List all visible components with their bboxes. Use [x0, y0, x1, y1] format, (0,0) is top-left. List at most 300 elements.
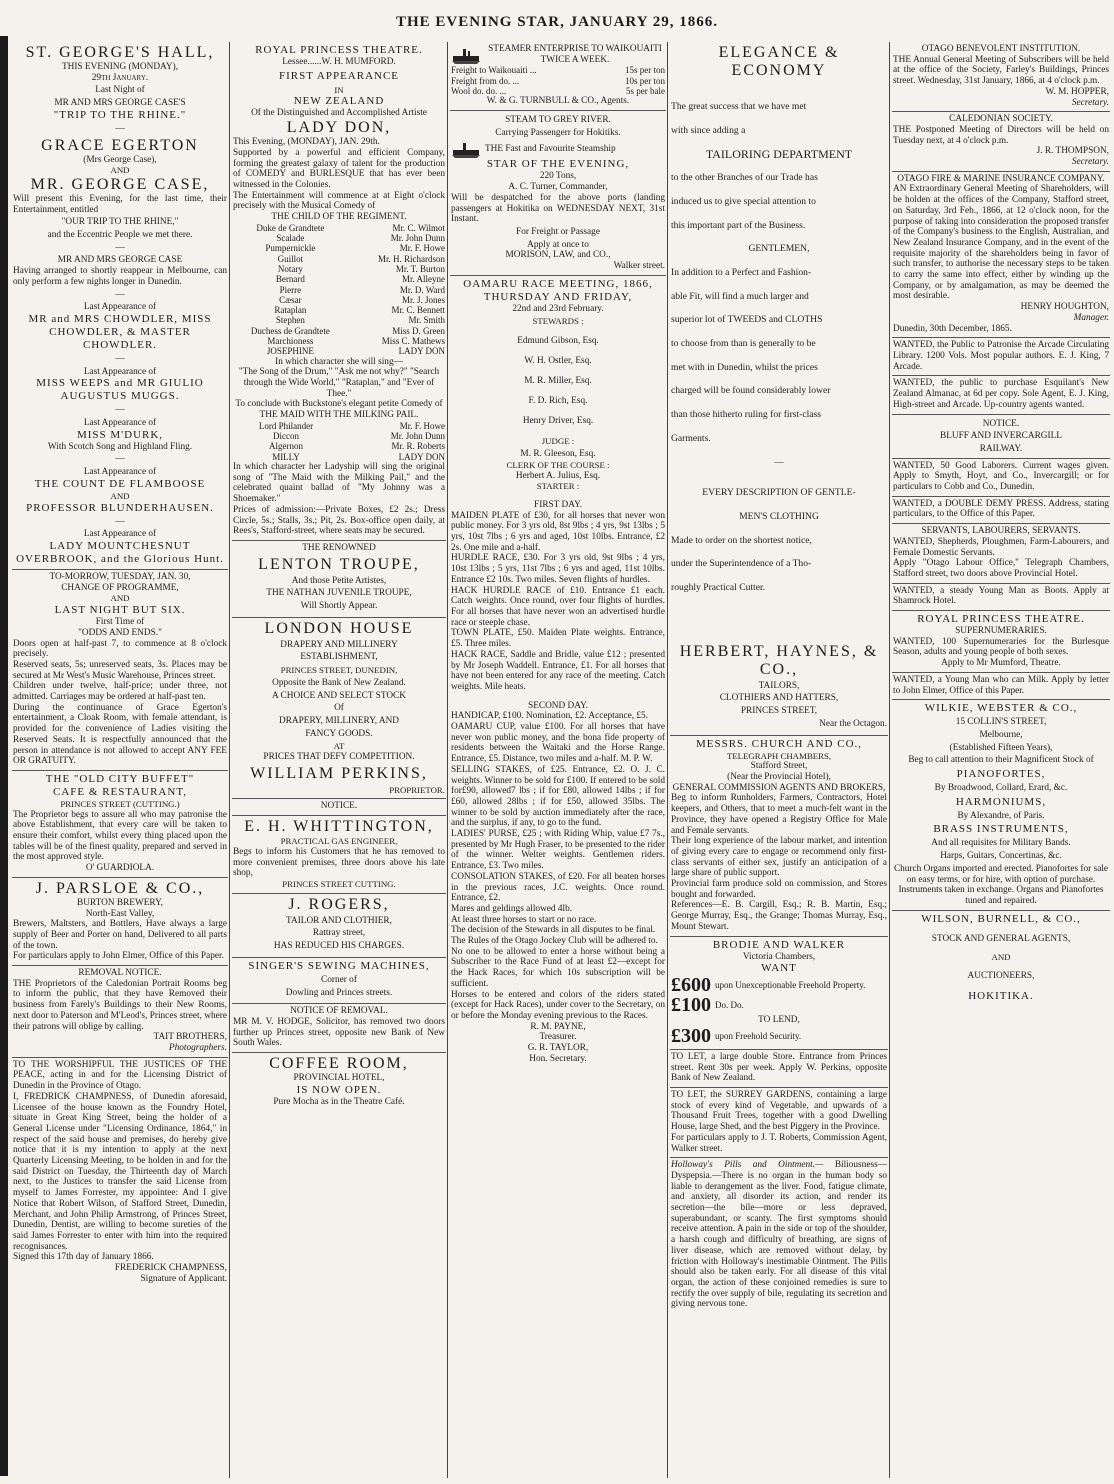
race-entry: TOWN PLATE, £50. Maiden Plate weights. Entrance, £5. Three miles. — [451, 628, 665, 650]
ad-text: WANTED, the Public to Patronise the Arcade Circulating Library. 1200 Vols. Most popular authors. E. J. King, 7 Arcade. — [893, 340, 1109, 372]
ad-line: Last Appearance of — [83, 467, 157, 478]
church-and-co-ad — [670, 736, 888, 937]
role-name: MILLY — [272, 451, 300, 462]
ad-signature: Treasurer. — [539, 1032, 577, 1043]
brodie-walker-ad — [670, 937, 888, 1050]
ad-signature: WILLIAM PERKINS, — [250, 764, 428, 782]
ad-heading: STAR OF THE EVENING, — [486, 158, 630, 171]
ad-line: Lessee......W. H. MUMFORD. — [282, 57, 396, 67]
oamaru-race-ad — [450, 276, 666, 1068]
ad-text: WANTED, the public to purchase Esquilant's New Zealand Almanac, at 6d per copy. Sole Agent, E. J. King, High-street and Arcade. Up-country agents wanted. — [893, 378, 1109, 410]
ad-heading: LAST NIGHT BUT SIX. — [54, 604, 186, 617]
ad-line: 29th January. — [91, 72, 149, 83]
loan-row — [671, 975, 887, 995]
ad-line: In which character she will sing— — [275, 356, 403, 367]
ad-text: Prices of admission:—Private Boxes, £2 2s.; Dress Circle, 5s.; Stalls, 3s.; Pit, 2s. Box-office open daily, at Rees's, Stafford-street, where seats may be secured. — [233, 504, 445, 537]
whittington-ad — [232, 816, 446, 894]
ad-line: Harps, Guitars, Concertinas, &c. — [940, 851, 1062, 862]
performer-name: Mr. Alleyne — [402, 274, 445, 285]
ad-text: Will be despatched for the above ports (landing passengers at Hokitika on WEDNESDAY NEXT, 31st Instant. — [451, 192, 665, 225]
ad-line: PRINCES STREET, DUNEDIN, — [280, 665, 398, 676]
ad-line: IN — [334, 84, 344, 95]
to-let-store-ad — [670, 1050, 888, 1088]
ad-text-block — [671, 1160, 887, 1310]
steward-name: M. R. Miller, Esq. — [524, 376, 592, 387]
ad-line: By Alexandre, of Paris. — [957, 810, 1045, 821]
ad-line: Apply to Mr Mumford, Theatre. — [941, 658, 1061, 669]
caledonian-society-ad — [892, 112, 1110, 172]
ad-line: In addition to a Perfect and Fashion- — [671, 266, 812, 278]
ad-title: OAMARU RACE MEETING, 1866, — [463, 277, 653, 290]
supernumeraries-ad — [892, 611, 1110, 673]
ad-line: Apply at once to — [527, 239, 589, 250]
ad-line: Rattray street, — [312, 928, 366, 939]
ad-title: WILSON, BURNELL, & CO., — [921, 912, 1081, 925]
grey-river-ad — [450, 111, 666, 276]
performer-name: Miss D. Green — [392, 325, 445, 336]
separator — [13, 454, 227, 465]
race-list — [451, 511, 665, 693]
ad-line: PRINCES STREET CUTTING. — [282, 878, 396, 889]
performer-name: LADY DON — [398, 346, 445, 357]
ad-line: superior lot of TWEEDS and CLOTHS — [671, 314, 823, 326]
loan-text: Do. Do. — [715, 1000, 744, 1011]
role-name: Pumpernickle — [265, 243, 316, 254]
ad-text: References—E. B. Cargill, Esq.; R. B. Martin, Esq.; George Murray, Esq., the Grange; Thomas Murray, Esq., Mount Stewart. — [671, 900, 887, 932]
column-2 — [232, 42, 446, 1480]
cast-row — [233, 421, 445, 431]
ad-text: Their long experience of the labour market, and intention of giving every care to engage or recommend only first-class servants of either sex, justify an anticipation of a large share of public support. — [671, 836, 887, 879]
column-3 — [450, 42, 666, 1480]
loan-text: upon Freehold Security. — [715, 1030, 802, 1041]
ad-title: BRODIE AND WALKER — [712, 938, 846, 951]
separator — [13, 243, 227, 254]
ad-signature: Secretary. — [1071, 97, 1109, 108]
column-rule — [447, 42, 448, 1478]
ad-line: By Broadwood, Collard, Erard, &c. — [934, 783, 1068, 794]
ad-line: IS NOW OPEN. — [296, 1083, 382, 1096]
ad-title: LONDON HOUSE — [264, 619, 414, 637]
ad-text: Biliousness—Dyspepsia.—There is no organ in the human body so liable to derangement as the liver. Food, fatigue climate, and anxiety, all disorder its action, and render its secretion—the bile—more or less depraved, superabundant, or scanty. The first symptoms should receive attention. A pain in the side or top of the shoulder, a harsh cough and difficulty of breathing, are signs of liver disease, which are removed without delay, by friction with Holloway's inestimable Ointment. The Pills should also be taken early. For all disease of this vital organ, the action of these conjoined remedies is sure to rectify the over supply of bile, regulating its secretion and giving nervous tone. — [671, 1160, 887, 1310]
ad-line: MR AND MRS GEORGE CASE — [57, 255, 183, 266]
performer-name: Mr. John Dunn — [390, 233, 445, 244]
performer-name: LADY DON — [398, 451, 445, 462]
benevolent-institution-ad — [892, 42, 1110, 112]
ad-signature: Hon. Secretary. — [529, 1053, 587, 1064]
cast-row — [233, 274, 445, 284]
ad-title: OTAGO BENEVOLENT INSTITUTION. — [921, 44, 1081, 54]
ad-title: ST. GEORGE'S HALL, — [25, 44, 215, 61]
stewards-list — [451, 336, 665, 427]
cast-row — [233, 305, 445, 315]
ad-line: AT — [333, 741, 345, 752]
singers-sewing-ad — [232, 958, 446, 1004]
role-name: Marchioness — [267, 336, 314, 346]
role-name: Lord Philander — [258, 420, 314, 431]
ad-signature: PROPRIETOR. — [389, 784, 445, 795]
ad-line: to the other Branches of our Trade has — [671, 172, 818, 184]
ad-title: NOTICE. — [320, 801, 358, 812]
ad-text: WANTED, Shepherds, Ploughmen, Farm-Labourers, and Female Domestic Servants. — [893, 536, 1109, 558]
role-name: Rataplan — [274, 305, 307, 316]
ad-line: FANCY GOODS. — [305, 728, 373, 739]
ad-line: "The Song of the Drum," "Ask me not why?" "Search through the Wide World," "Rataplan," and "Ever of Thee." — [238, 367, 440, 399]
parsloe-brewery-ad — [12, 878, 228, 966]
ad-signature: Secretary. — [1071, 157, 1109, 168]
ad-signature: Walker street. — [613, 261, 665, 272]
ad-heading: TO LEND, — [758, 1015, 800, 1026]
ad-title: STEAMER ENTERPRISE TO WAIKOUAITI TWICE A WEEK. — [488, 44, 662, 65]
ad-text: AN Extraordinary General Meeting of Shareholders, will be holden at the offices of the Company, Stafford street, on Saturday, 3rd Feb., 1866, at 12 o'clock noon, for the purpose of taking into consideration the proposed transfer of the Company's business to the English, Australian, and New Zealand Insurance Company, and in the event of the requisite majority of the shareholders being in favor of such transfer, to authorise the necessary steps to be taken to carry the same into effect, either by winding up the Company, or by amalgamation, as may be deemed the most desirable. — [893, 184, 1109, 302]
column-1 — [12, 42, 228, 1480]
ad-text: WANTED, 100 Supernumeraries for the Burlesque Season, adults and young people of both sexes. — [893, 636, 1109, 658]
ad-line: induced us to give special attention to — [671, 195, 816, 207]
loan-amount: £300 — [671, 1024, 711, 1047]
ad-line: HOKITIKA. — [968, 989, 1034, 1002]
cast-row — [233, 223, 445, 233]
separator — [671, 458, 887, 469]
ad-line: Near the Octagon. — [819, 718, 887, 729]
ad-heading: GRACE EGERTON — [41, 136, 199, 154]
wilkie-webster-ad — [892, 700, 1110, 910]
ad-title: OTAGO FIRE & MARINE INSURANCE COMPANY. — [897, 173, 1105, 184]
ad-line: First Time of — [95, 617, 145, 628]
ad-line: Last Appearance of — [83, 366, 157, 377]
ad-line: TO-MORROW, TUESDAY, JAN. 30, — [49, 571, 191, 582]
cast-row — [233, 336, 445, 346]
ad-text: THE Postponed Meeting of Directors will be held on Tuesday next, at 4 o'clock p.m. — [893, 124, 1109, 146]
ad-line: Melbourne, — [979, 729, 1023, 740]
race-entry: HACK HURDLE RACE of £10. Entrance £1 each. Catch weights. Once round, over four flights of hurdles. For all horses that have never won an advertised hurdle race or steeple chase. — [451, 585, 665, 628]
separator — [13, 290, 227, 301]
race-entry: OAMARU CUP, value £100. For all horses that have never won public money, and the bona fide property of residents between the Waitaki and the Horse Range. Entrance, £5. Distance, two miles and a-half. M. P. W. — [451, 722, 665, 765]
ad-title: SINGER'S SEWING MACHINES, — [248, 959, 430, 972]
ad-title: ROYAL PRINCESS THEATRE. — [255, 44, 423, 56]
race-entry: MAIDEN PLATE of £30, for all horses that never won public money. For 3 yrs old, 8st 9lbs ; 4 yrs, 9st 13lbs ; 5 yrs, 10st 7lbs ; 6 yrs and aged, 10st 10lbs. Entrance, £2 2s. One mile and a-half. — [451, 510, 665, 553]
ad-text: Church Organs imported and erected. Pianofortes for sale on easy terms, or for hire, with option of purchase. Instruments taken in exchange. Organs and Pianofortes tuned and repaired. — [893, 863, 1109, 906]
race-rules — [451, 904, 665, 1022]
race-entry: LADIES' PURSE, £25 ; with Riding Whip, value £7 7s., presented by Mr Hugh Fraser, to be presented to the rider of the winner. Welter weights. Gentlemen riders. Entrance, £3. Two miles. — [451, 829, 665, 872]
left-binding-bar — [0, 36, 8, 1476]
ad-text: Signed this 17th day of January 1866. — [13, 1252, 154, 1263]
ad-line: CHANGE OF PROGRAMME, — [61, 582, 179, 593]
st-georges-hall-ad — [12, 42, 228, 570]
ad-line: Victoria Chambers, — [742, 951, 816, 962]
ad-title: STEAM TO GREY RIVER. — [505, 115, 611, 125]
lenton-troupe-ad — [232, 541, 446, 618]
elegance-economy-ad — [670, 42, 888, 736]
ad-title: MESSRS. CHURCH AND CO., — [695, 737, 863, 750]
cast-row — [233, 285, 445, 295]
old-city-buffet-ad — [12, 771, 228, 878]
performer-name: Mr. F. Howe — [399, 420, 445, 431]
freight-rates — [451, 65, 665, 96]
ad-heading: MR. GEORGE CASE, — [30, 175, 210, 193]
notice-ad — [232, 799, 446, 816]
cast-row — [451, 65, 665, 75]
ad-line: charged will be found considerably lower — [671, 385, 831, 397]
ad-line: TAILORING DEPARTMENT — [705, 147, 853, 162]
ad-title: E. H. WHITTINGTON, — [244, 818, 434, 836]
race-rule: Horses to be entered and colors of the riders stated (except for Hack Races), under cover to the Secretary, on or before the Monday evening previous to the Races. — [451, 989, 665, 1021]
ad-text: Reserved seats, 5s; unreserved seats, 3s. Places may be secured at Mr West's Music Warehouse, Princes street. — [13, 659, 227, 681]
ad-body — [671, 102, 887, 445]
performer-name: Mr. F. Howe — [399, 243, 445, 254]
ad-line: Garments. — [671, 432, 711, 444]
ad-line: Herbert A. Julius, Esq. — [515, 470, 601, 481]
loan-amount: £600 — [671, 974, 711, 997]
ad-line: Will Shortly Appear. — [300, 601, 378, 612]
cast-row — [233, 346, 445, 356]
rogers-tailor-ad — [232, 894, 446, 958]
role-name: Duke de Grandtete — [256, 222, 325, 233]
wilson-burnell-ad — [892, 911, 1110, 1006]
cast-row — [233, 264, 445, 274]
steward-name: F. D. Rich, Esq. — [528, 396, 588, 407]
ad-line: THIS EVENING (MONDAY), — [61, 62, 179, 72]
spacer — [893, 982, 1109, 990]
london-house-ad — [232, 618, 446, 800]
ad-signature: FREDERICK CHAMPNESS, — [114, 1263, 227, 1274]
ad-line: RAILWAY. — [979, 443, 1023, 454]
role-name: Freight to Waikouaiti ... — [451, 65, 537, 76]
masthead: THE EVENING STAR, JANUARY 29, 1866. — [396, 14, 718, 30]
ad-heading: FIRST APPEARANCE — [278, 69, 400, 82]
ad-line: MEN'S CLOTHING — [739, 510, 819, 522]
ad-line: Dowling and Princes streets. — [285, 987, 393, 998]
ad-line: with since adding a — [671, 124, 746, 136]
ad-signature: TAIT BROTHERS, — [153, 1032, 227, 1043]
ad-title: THE "OLD CITY BUFFET" — [45, 772, 195, 785]
race-rule: The decision of the Stewards in all disputes to be final. — [451, 925, 656, 936]
ad-line: This Evening, (MONDAY), JAN. 29th. — [233, 137, 380, 148]
ad-line: Stafford Street, — [750, 761, 808, 772]
royal-princess-theatre-ad — [232, 42, 446, 541]
steamer-enterprise-ad — [450, 42, 666, 111]
performer-name: Mr. J. Jones — [401, 294, 445, 305]
ad-line: EVERY DESCRIPTION OF GENTLE- — [702, 487, 856, 499]
steward-name: Henry Driver, Esq. — [522, 416, 594, 427]
ad-title: NOTICE OF REMOVAL. — [290, 1006, 388, 1017]
ad-line: (Near the Provincial Hotel), — [727, 771, 831, 782]
ad-line: Pure Mocha as in the Theatre Café. — [273, 1096, 405, 1107]
race-rule: The Rules of the Otago Jockey Club will be adhered to. — [451, 936, 658, 947]
ad-text: In which character her Ladyship will sing the original song of "The Maid with the Milking Pail," and the celebrated quaint ballad of "My Johnny was a Shoemaker." — [233, 462, 445, 505]
ad-line: GENTLEMEN, — [748, 243, 810, 255]
ad-title: J. PARSLOE & CO., — [35, 879, 205, 897]
performer-name: Mr. Smith — [408, 315, 445, 326]
ad-text: WANTED, a DOUBLE DEMY PRESS. Address, stating particulars, to the Office of this Paper. — [893, 498, 1109, 520]
ad-heading: FIRST DAY. — [534, 499, 582, 510]
cast-row — [233, 243, 445, 253]
ad-signature: HENRY HOUGHTON, — [1020, 302, 1109, 313]
spacer — [893, 963, 1109, 971]
ad-heading: PROFESSOR BLUNDERHAUSEN. — [26, 501, 214, 514]
performer-name: Miss C. Mathews — [381, 336, 445, 346]
ad-line: The great success that we have met — [671, 101, 807, 112]
performer-name: Mr. John Dunn — [390, 431, 445, 442]
separator — [13, 354, 227, 365]
ad-title: Holloway's Pills and Ointment.— — [671, 1160, 824, 1171]
cast-row — [233, 441, 445, 451]
ad-heading: LADY DON, — [286, 119, 392, 137]
ad-line: Carrying Passengerr for Hokitiks. — [495, 127, 621, 138]
ad-line: roughly Practical Cutter. — [671, 582, 766, 594]
ad-text: WANTED, a steady Young Man as Boots. Apply at Shamrock Hotel. — [893, 585, 1109, 607]
ad-title: REMOVAL NOTICE. — [78, 968, 162, 979]
ad-line: SUPERNUMERARIES. — [955, 626, 1047, 637]
race-entry: SELLING STAKES, of £25. Entrance, £2. O. J. C. weights. Winner to be sold for £100. If entered to be sold for£90, allowed7 lbs ; if for £80, allowed 14lbs ; if for £60, allowed 28lbs ; if for £50, allowed 35lbs. The winner to be sold by auction immediately after the race, and the surplus, if any, to go to the fund. — [451, 764, 665, 829]
ad-line: "TRIP TO THE RHINE." — [53, 108, 187, 121]
ad-heading: THE CHILD OF THE REGIMENT. — [271, 212, 407, 223]
ad-text: Supported by a powerful and efficient Company, forming the greatest galaxy of talent for the production of COMEDY and BURLESQUE that has ever been witnessed in the Colonies. — [233, 147, 445, 190]
tomorrow-programme-ad — [12, 570, 228, 771]
ad-title: HERBERT, HAYNES, & CO., — [679, 642, 879, 678]
ad-line: Opposite the Bank of New Zealand. — [272, 677, 406, 688]
ad-line: M. R. Gleeson, Esq. — [520, 449, 596, 460]
race-rule: No one to be allowed to enter a horse without being a Subscriber to the Race Fund of at least £2—except for the Hack Races, for which 10s subscription will be sufficient. — [451, 946, 665, 989]
holloways-ad — [670, 1158, 888, 1313]
ad-heading: THE MAID WITH THE MILKING PAIL. — [259, 410, 419, 421]
role-name: Diccon — [272, 431, 299, 442]
cast-row — [233, 233, 445, 243]
wanted-boots-ad — [892, 584, 1110, 611]
ad-line: CLERK OF THE COURSE : — [506, 459, 610, 470]
ad-line: BLUFF AND INVERCARGILL — [940, 431, 1062, 442]
role-name: Duchess de Grandtete — [250, 325, 330, 336]
spacer — [671, 607, 887, 625]
ad-line: "OUR TRIP TO THE RHINE," — [61, 217, 179, 228]
performer-name: Mr. T. Burton — [395, 263, 445, 274]
cast-row — [233, 431, 445, 441]
ad-line: AND — [110, 593, 130, 604]
ad-heading: MR and MRS CHOWDLER, MISS CHOWDLER, & MASTER CHOWDLER. — [28, 312, 212, 351]
ad-line: able Fit, will find a much larger and — [671, 290, 809, 302]
ad-line: AND — [991, 952, 1011, 963]
ad-text: Having arranged to shortly reappear in Melbourne, can only perform a few nights longer in Dunedin. — [13, 266, 227, 287]
ad-heading: GENERAL COMMISSION AGENTS AND BROKERS, — [672, 782, 886, 793]
ad-header — [451, 44, 665, 65]
ad-line: JUDGE : — [541, 436, 575, 447]
cast-row — [233, 315, 445, 325]
ad-line: STOCK AND GENERAL AGENTS, — [931, 933, 1071, 944]
ad-line: Last Appearance of — [83, 418, 157, 429]
cast-row — [233, 254, 445, 264]
ad-text: MR M. V. HODGE, Solicitor, has removed two doors further up Princes street, opposite new Bank of New South Wales. — [233, 1016, 445, 1049]
steward-name: Edmund Gibson, Esq. — [517, 336, 599, 347]
ad-line: Made to order on the shortest notice, — [671, 534, 812, 546]
ad-title: COFFEE ROOM, — [269, 1055, 409, 1073]
loan-text: upon Unexceptionable Freehold Property. — [715, 980, 866, 991]
ad-heading: PIANOFORTES, — [956, 768, 1046, 781]
ad-line: MR AND MRS GEORGE CASE'S — [54, 98, 186, 109]
role-name: JOSEPHINE — [266, 346, 314, 357]
ad-line: AND — [110, 490, 130, 501]
ad-line: Last Night of — [95, 85, 145, 96]
cast-row — [233, 295, 445, 305]
ad-heading: LADY MOUNTCHESNUT OVERBROOK, and the Glorious Hunt. — [16, 539, 224, 565]
licensing-notice-ad — [12, 1058, 228, 1288]
column-rule — [889, 42, 890, 1478]
ad-line: A CHOICE AND SELECT STOCK — [272, 690, 406, 701]
performer-name: Mr. D. Ward — [399, 284, 445, 295]
ad-line: Last Appearance of — [83, 302, 157, 313]
hodge-removal-ad — [232, 1004, 446, 1053]
ad-line: And all requisites for Military Bands. — [931, 838, 1071, 849]
ad-text: TO LET, a large double Store. Entrance from Princes street. Rent 30s per week. Apply W. Perkins, opposite Bank of New Zealand. — [671, 1051, 887, 1084]
ad-text: Will present this Evening, for the last time, their Entertainment, entitled — [13, 193, 227, 215]
ad-heading: WANT — [761, 962, 797, 975]
coffee-room-ad — [232, 1053, 446, 1110]
role-name: Scalade — [276, 233, 305, 244]
ad-text: THE Proprietors of the Caledonian Portrait Rooms beg to inform the public, that they have Removed their business from Farely's Buildings to their New Rooms, next door to Paterson and M'Leod's, Princes street, where their patrons will oblige by calling. — [13, 978, 227, 1032]
ad-title: ROYAL PRINCESS THEATRE. — [917, 613, 1085, 626]
role-name: Notary — [277, 263, 303, 274]
ad-heading: NEW ZEALAND — [293, 95, 385, 108]
separator — [13, 405, 227, 416]
ad-line: PRACTICAL GAS ENGINEER, — [280, 836, 398, 847]
performer-name: 5s per bale — [626, 86, 665, 96]
ad-line: Last Appearance of — [83, 529, 157, 540]
cast-list — [233, 223, 445, 357]
wanted-almanac-ad — [892, 376, 1110, 414]
ad-heading: HARMONIUMS, — [955, 795, 1047, 808]
ad-line: and the Eccentric People we met there. — [47, 230, 193, 241]
ad-text: Brewers, Maltsters, and Bottlers, Have always a large supply of Beer and Porter on hand, Delivered to all parts of the town. — [13, 919, 227, 951]
ad-line: ESTABLISHMENT, — [300, 652, 378, 663]
railway-notice-ad — [892, 415, 1110, 459]
ad-text: Apply "Otago Labour Office," Telegraph Chambers, Stafford street, two doors above Provincial Hotel. — [893, 558, 1109, 579]
wanted-laborers-ad — [892, 459, 1110, 497]
race-entry: HANDICAP, £100. Nomination, £2. Acceptance, £5. — [451, 711, 649, 722]
steamship-icon — [451, 140, 481, 158]
spacer — [671, 625, 887, 643]
ad-line: "ODDS AND ENDS." — [78, 627, 162, 638]
ad-line: HAS REDUCED HIS CHARGES. — [273, 941, 405, 952]
cast-list — [233, 421, 445, 462]
ad-line: PRICES THAT DEFY COMPETITION. — [263, 752, 415, 763]
performer-name: 10s per ton — [625, 75, 665, 86]
ad-text: THE Fast and Favourite Steamship — [485, 144, 616, 155]
role-name: Wool do. do. ... — [451, 86, 507, 96]
ad-heading: MISS M'DURK, — [76, 428, 164, 441]
performer-name: 15s per ton — [625, 65, 665, 76]
wanted-milk-ad — [892, 673, 1110, 700]
ad-line: met with in Dunedin, whilst the prices — [671, 361, 818, 373]
ad-signature: O' GUARDIOLA. — [85, 863, 155, 874]
ad-text: Begs to inform his Customers that he has removed to more convenient premises, three doors above his late shop, — [233, 846, 445, 879]
ad-line: PRINCES STREET (CUTTING.) — [60, 798, 180, 809]
otago-fire-marine-ad — [892, 172, 1110, 339]
separator — [13, 517, 227, 528]
ad-line: A. C. Turner, Commander, — [508, 182, 608, 193]
ad-title: TO THE WORSHIPFUL THE JUSTICES OF THE PEACE, acting in and for the Licensing District of Dunedin in the Province of Otago. — [13, 1059, 227, 1092]
ad-line: With Scotch Song and Highland Fling. — [47, 441, 193, 452]
spacer — [671, 470, 887, 488]
ad-text: Beg to inform Runholders, Farmers, Contractors, Hotel keepers, and Others, that to meet a much-felt want in the Province, they have opened a Registry Office for Male and Female servants. — [671, 793, 887, 836]
ad-title: ELEGANCE & ECONOMY — [718, 44, 840, 79]
ad-signature: G. R. TAYLOR, — [527, 1043, 589, 1054]
ad-line: BURTON BREWERY, — [77, 897, 163, 908]
spacer — [893, 944, 1109, 952]
ad-line: (Established Fifteen Years), — [949, 742, 1053, 753]
ad-line: TELEGRAPH CHAMBERS, — [726, 750, 832, 761]
ad-line: under the Superintendence of a Tho- — [671, 558, 812, 570]
ad-line: Beg to call attention to their Magnificent Stock of — [908, 755, 1094, 766]
race-entry: HACK RACE, Saddle and Bridle, value £12 ; presented by Mr Joseph Waddell. Entrance, £1. For all horses that have not been entered for any race of the meeting. Catch weights. Mile heats. — [451, 649, 665, 692]
ad-line: PROVINCIAL HOTEL, — [293, 1073, 385, 1084]
spacer — [451, 693, 665, 701]
